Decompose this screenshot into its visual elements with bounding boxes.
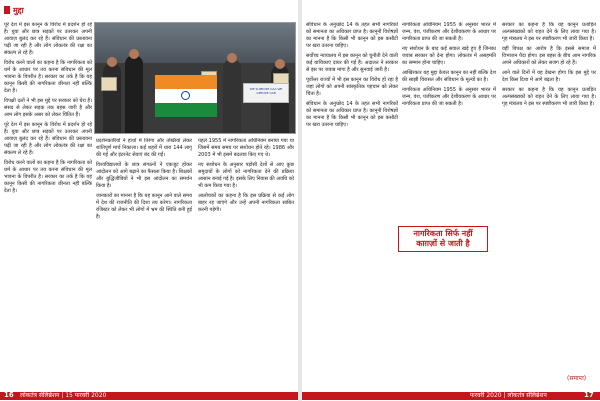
right-page-column-2 — [402, 22, 496, 383]
right-page — [302, 0, 600, 401]
right-page-number: 17 — [584, 391, 594, 399]
protester — [125, 55, 143, 133]
protest-photo — [94, 22, 296, 134]
paragraph: नए संशोधन के अनुसार पड़ोसी देशों से आए कुछ समुदायों के लोगों को नागरिकता देने की प्रक्रिया आसान बनाई गई है। इसके लिए निवास की अवधि को भी कम किया गया है। — [198, 162, 294, 189]
right-page-column-1 — [306, 22, 398, 383]
section-label: मुद्दा — [13, 5, 24, 15]
paragraph: पूरे देश में इस कानून के विरोध में प्रदर्शन हो रहे हैं। युवा और छात्र सड़कों पर उतरकर अपनी आवाज़ बुलंद कर रहे हैं। संविधान की प्रस्तावना पढ़ी जा रही है और लोग लोकतंत्र की रक्षा का संकल्प ले रहे हैं। — [4, 122, 92, 156]
paragraph: नए संशोधन के बाद कई सवाल खड़े हुए हैं जिनका जवाब सरकार को देना होगा। लोकतंत्र में असहमति का सम्मान होना चाहिए। — [402, 46, 496, 66]
paragraph: जानकारों का मानना है कि यह कानून आने वाले समय में देश की राजनीति की दिशा तय करेगा। नागरिकता रजिस्टर को लेकर भी लोगों में भ्रम की स्थिति बनी हुई है। — [96, 193, 192, 220]
paragraph: विरोध करने वालों का कहना है कि नागरिकता को धर्म के आधार पर तय करना संविधान की मूल भावना के विपरीत है। सरकार का तर्क है कि यह कानून किसी की नागरिकता छीनता नहीं बल्कि देता है। — [4, 60, 92, 94]
placard — [101, 77, 117, 91]
protester-head — [129, 49, 139, 59]
protester-head — [275, 59, 285, 69]
protester — [103, 63, 121, 133]
left-page-number: 16 — [4, 391, 14, 399]
section-header — [4, 4, 24, 16]
left-page-column-1 — [4, 22, 92, 383]
indian-flag-icon — [155, 75, 217, 117]
protester — [223, 59, 241, 133]
paragraph: वहीं विपक्ष का आरोप है कि इससे समाज में विभाजन पैदा होगा। इस बहस के बीच आम नागरिक अपने अधिकारों को लेकर सजग हो रहे हैं। — [502, 46, 596, 66]
pull-quote-line-1: नागरिकता सिर्फ नहीं — [413, 229, 473, 238]
paragraph: विपक्षी दलों ने भी इस मुद्दे पर सरकार को घेरा है। संसद से लेकर सड़क तक बहस जारी है और आम लोग इसके असर को लेकर चिंतित हैं। — [4, 98, 92, 118]
article-end-mark: (समाप्त) — [567, 375, 587, 382]
left-page-column-3 — [198, 138, 294, 383]
flag-green-band — [155, 103, 217, 117]
paragraph: आने वाले दिनों में यह देखना होगा कि इस मुद्दे पर देश किस दिशा में आगे बढ़ता है। — [502, 70, 596, 83]
protester-head — [107, 57, 117, 67]
protest-banner: WE SUPPORT CAA WE OPPOSE CAB — [243, 83, 289, 103]
paragraph: आलोचकों का कहना है कि इस प्रक्रिया से कई लोग बाहर रह जाएंगे और उन्हें अपनी नागरिकता साबित करनी पड़ेगी। — [198, 193, 294, 213]
paragraph: सरकार का कहना है कि यह कानून प्रताड़ित अल्पसंख्यकों को राहत देने के लिए लाया गया है। गृह मंत्रालय ने इस पर स्पष्टीकरण भी जारी किया है। — [502, 87, 596, 107]
section-marker-icon — [4, 6, 10, 14]
page-footer — [0, 387, 600, 401]
right-footer-text: फरवरी 2020 | लोकतंत्र सेलिब्रेशन — [470, 392, 547, 399]
flag-saffron-band — [155, 75, 217, 89]
paragraph: संविधान के अनुच्छेद 14 के तहत सभी नागरिकों को समानता का अधिकार प्राप्त है। कानूनी विशेषज्ञों का मानना है कि किसी भी कानून को इस कसौटी पर खरा उतरना चाहिए। — [306, 101, 398, 128]
left-footer-text: लोकतंत्र सेलिब्रेशन | 15 फरवरी 2020 — [20, 392, 107, 399]
paragraph: सरकार का कहना है कि यह कानून प्रताड़ित अल्पसंख्यकों को राहत देने के लिए लाया गया है। गृह मंत्रालय ने इस पर स्पष्टीकरण भी जारी किया है। — [502, 22, 596, 42]
paragraph: संविधान के अनुच्छेद 14 के तहत सभी नागरिकों को समानता का अधिकार प्राप्त है। कानूनी विशेषज्ञों का मानना है कि किसी भी कानून को इस कसौटी पर खरा उतरना चाहिए। — [306, 22, 398, 49]
protester-head — [227, 53, 237, 63]
flag-white-band — [155, 89, 217, 103]
paragraph: पूर्वोत्तर राज्यों में भी इस कानून का विरोध हो रहा है जहां लोगों को अपनी सांस्कृतिक पहचान को लेकर चिंता है। — [306, 77, 398, 97]
right-page-column-3 — [502, 22, 596, 383]
paragraph: विरोध करने वालों का कहना है कि नागरिकता को धर्म के आधार पर तय करना संविधान की मूल भावना के विपरीत है। सरकार का तर्क है कि यह कानून किसी की नागरिकता छीनता नहीं बल्कि देता है। — [4, 160, 92, 194]
left-page — [0, 0, 298, 401]
paragraph: पहले 1955 में नागरिकता अधिनियम बनाया गया था जिसमें समय समय पर संशोधन होते रहे। 1986 और 2003 में भी इसमें बदलाव किए गए थे। — [198, 138, 294, 158]
left-page-column-2 — [96, 138, 192, 383]
photo-background — [95, 23, 295, 63]
paragraph: आखिरकार यह मुद्दा केवल कानून का नहीं बल्कि देश की साझी विरासत और संविधान के मूल्यों का है। — [402, 70, 496, 83]
pull-quote — [398, 226, 488, 252]
pull-quote-line-2: काग़ज़ों से जाती है — [416, 239, 470, 248]
paragraph: नागरिकता अधिनियम 1955 के अनुसार भारत में जन्म, वंश, पंजीकरण और देशीयकरण के आधार पर नागरिकता प्राप्त की जा सकती है। — [402, 87, 496, 107]
paragraph: सर्वोच्च न्यायालय में इस कानून को चुनौती देने वाली कई याचिकाएं दायर की गई हैं। अदालत ने सरकार से इस पर जवाब मांगा है और सुनवाई जारी है। — [306, 53, 398, 73]
ashoka-chakra-icon — [181, 91, 190, 100]
paragraph: नागरिकता अधिनियम 1955 के अनुसार भारत में जन्म, वंश, पंजीकरण और देशीयकरण के आधार पर नागरिकता प्राप्त की जा सकती है। — [402, 22, 496, 42]
right-footer-bar — [302, 392, 600, 400]
paragraph: पूरे देश में इस कानून के विरोध में प्रदर्शन हो रहे हैं। युवा और छात्र सड़कों पर उतरकर अपनी आवाज़ बुलंद कर रहे हैं। संविधान की प्रस्तावना पढ़ी जा रही है और लोग लोकतंत्र की रक्षा का संकल्प ले रहे हैं। — [4, 22, 92, 56]
paragraph: विश्वविद्यालयों के छात्र संगठनों ने एकजुट होकर आंदोलन को आगे बढ़ाने का फैसला किया है। शिक्षकों और बुद्धिजीवियों ने भी इस आंदोलन का समर्थन किया है। — [96, 162, 192, 189]
paragraph: प्रदर्शनकारियों ने हाथों में तिरंगा और तख्तियां लेकर शांतिपूर्ण मार्च निकाला। कई शहरों में धारा 144 लागू की गई और इंटरनेट सेवाएं बंद की गईं। — [96, 138, 192, 158]
